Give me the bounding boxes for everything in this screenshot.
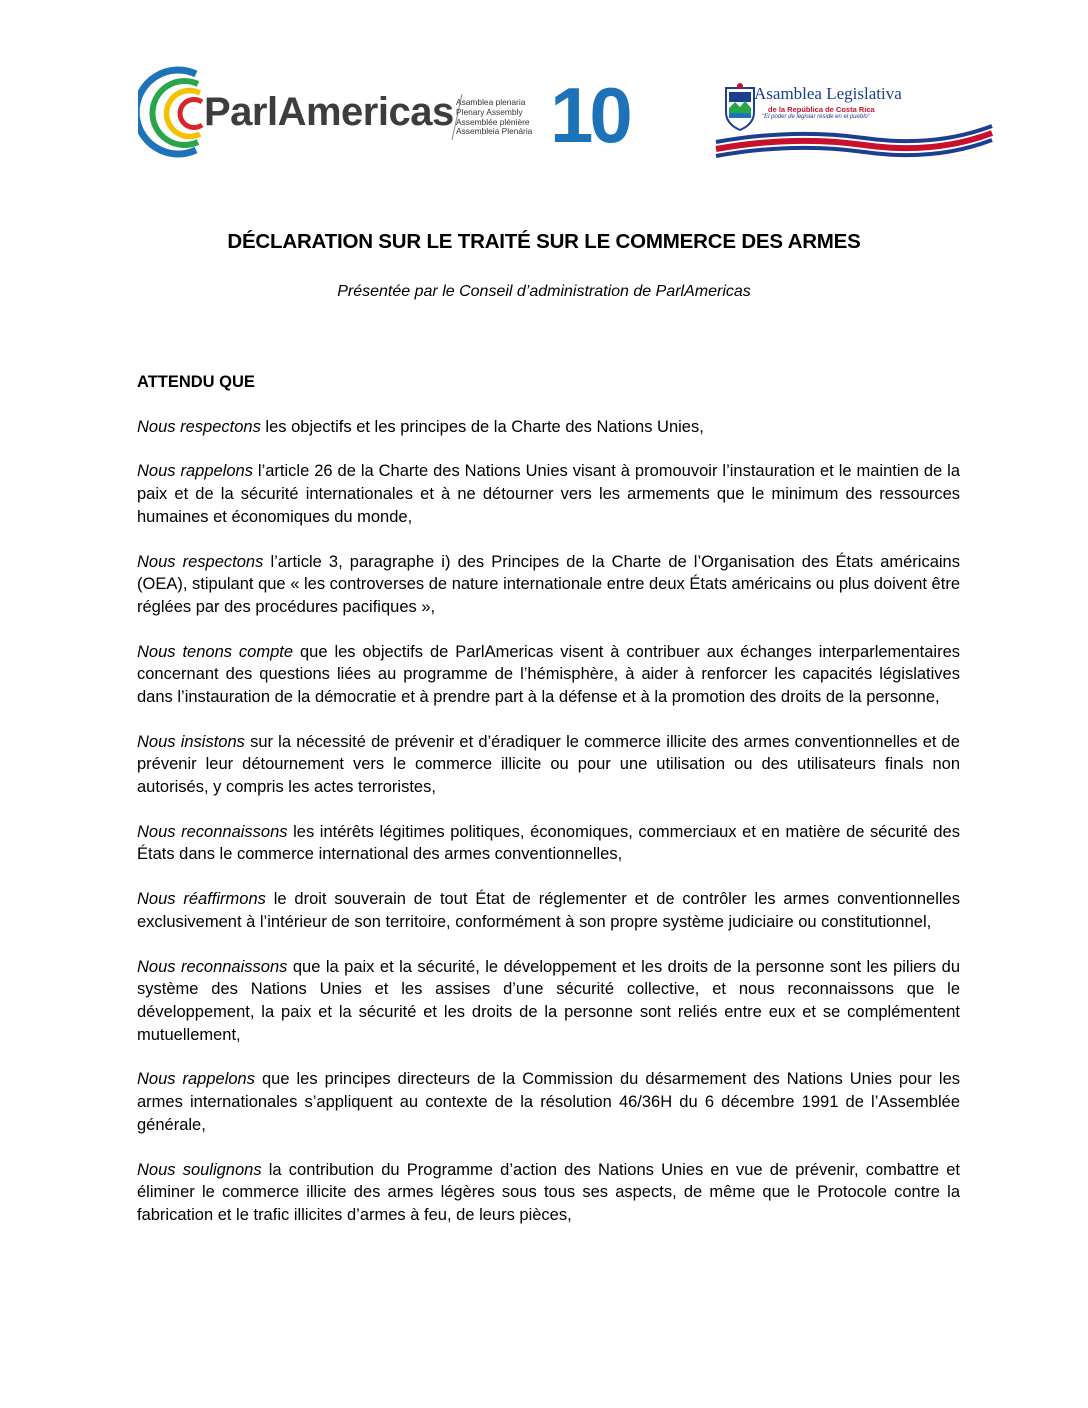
assembly-line: Assemblée plénière <box>456 116 530 127</box>
paragraph-lead: Nous rappelons <box>137 1070 255 1089</box>
parlamericas-logo <box>138 62 648 162</box>
paragraph-text: l’article 26 de la Charte des Nations Unies visant à promouvoir l’instauration et le maintien de la paix et de la sécurité internationales et à ne détourner vers les armements que le minimum des ressources humaines et économiques du monde, <box>137 462 960 526</box>
document-body <box>137 371 960 1249</box>
paragraph-lead: Nous rappelons <box>137 462 253 481</box>
flag-ribbon-icon <box>714 118 994 158</box>
paragraph-lead: Nous tenons compte <box>137 642 294 661</box>
paragraph <box>137 641 960 709</box>
paragraph <box>137 1159 960 1227</box>
document-title: DÉCLARATION SUR LE TRAITÉ SUR LE COMMERCE DES ARMES <box>227 230 861 253</box>
paragraph <box>137 731 960 799</box>
paragraph <box>137 821 960 866</box>
paragraph <box>137 460 960 528</box>
paragraph-lead: Nous insistons <box>137 732 245 751</box>
paragraph <box>137 1068 960 1136</box>
assembly-line: Asamblea plenaria <box>456 97 526 107</box>
paragraph-text: que la paix et la sécurité, le développement et les droits de la personne sont les piliers du système des Nations Unies et les assises d’une sécurité collective, et nous reconnaissons que le développement, la paix et la sécurité et les droits de la personne sont reliés entre eux et se complémentent mutuellement, <box>137 957 960 1044</box>
asamblea-subtitle: de la República de Costa Rica <box>768 105 875 114</box>
paragraph-lead: Nous réaffirmons <box>137 890 266 909</box>
asamblea-motto: "El poder de legislar reside en el pueblo" <box>762 114 870 120</box>
paragraph-text: le droit souverain de tout État de réglementer et de contrôler les armes conventionnelles exclusivement à l’intérieur de son territoire, conformément à son propre système judiciaire ou constitutionnel, <box>137 890 960 931</box>
paragraph-lead: Nous soulignons <box>137 1160 262 1179</box>
document-subtitle: Présentée par le Conseil d’administration de ParlAmericas <box>337 283 751 300</box>
paragraph <box>137 416 960 439</box>
paragraph-text: que les objectifs de ParlAmericas visent à contribuer aux échanges interparlementaires concernant des questions liées au programme de l’hémisphère, à aider à renforcer les capacités législatives dans l’instauration de la démocratie et à prendre part à la défense et à la promotion des droits de la personne, <box>137 642 960 706</box>
parlamericas-assembly-label <box>456 98 552 137</box>
assembly-line: Assembleia Plenária <box>456 126 533 137</box>
paragraph-text: les objectifs et les principes de la Charte des Nations Unies, <box>260 417 704 436</box>
paragraph <box>137 956 960 1046</box>
parlamericas-wordmark: ParlAmericas <box>204 90 454 134</box>
paragraph-text: l’article 3, paragraphe i) des Principes de la Charte de l’Organisation des États américains (OEA), stipulant que « les controverses de nature internationale entre deux États américains ou plus doivent être réglées par des procédures pacifiques », <box>137 552 960 616</box>
paragraph-text: que les principes directeurs de la Commission du désarmement des Nations Unies pour les armes internationales s’appliquent au contexte de la résolution 46/36H du 6 décembre 1991 de l’Assemblée générale, <box>137 1070 960 1134</box>
paragraph-lead: Nous reconnaissons <box>137 822 288 841</box>
paragraph-lead: Nous respectons <box>137 417 261 436</box>
paragraph-lead: Nous reconnaissons <box>137 957 288 976</box>
parlamericas-edition-number: 10 <box>550 71 629 159</box>
paragraph-text: sur la nécessité de prévenir et d’éradiquer le commerce illicite des armes conventionnelles et de prévenir leur détournement vers le commerce illicite ou pour une utilisation ou des utilisateurs finals non autorisés, y compris les actes terroristes, <box>137 732 960 796</box>
asamblea-legislativa-logo <box>714 82 994 158</box>
paragraph-lead: Nous respectons <box>137 552 264 571</box>
section-heading: ATTENDU QUE <box>137 373 255 391</box>
asamblea-title: Asamblea Legislativa <box>754 84 902 103</box>
assembly-line: Plenary Assembly <box>456 106 523 117</box>
paragraph <box>137 888 960 933</box>
paragraph-text: la contribution du Programme d’action des Nations Unies en vue de prévenir, combattre et éliminer le commerce illicite des armes légères sous tous ses aspects, de même que le Protocole contre la fabrication et le trafic illicites d’armes à feu, de leurs pièces, <box>137 1160 960 1224</box>
paragraph-text: les intérêts légitimes politiques, économiques, commerciaux et en matière de sécurité des États dans le commerce international des armes conventionnelles, <box>137 822 960 864</box>
paragraph <box>137 551 960 619</box>
